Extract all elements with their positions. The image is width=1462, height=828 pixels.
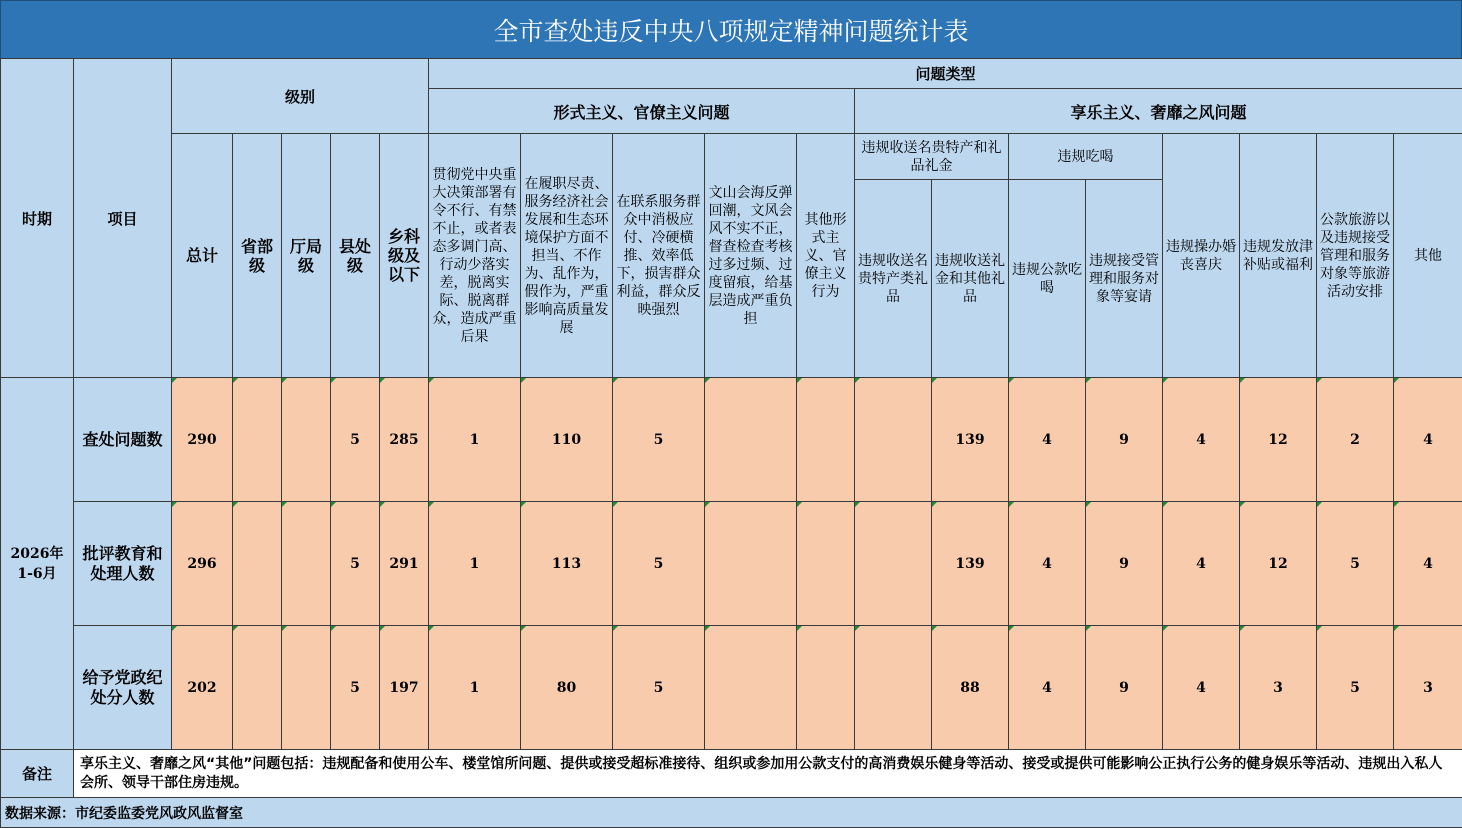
level-total: 总计 <box>172 134 233 378</box>
data-cell <box>233 502 282 626</box>
data-cell: 5 <box>331 502 380 626</box>
header-hedonism: 享乐主义、奢靡之风问题 <box>855 89 1462 134</box>
level-county: 县处级 <box>331 134 380 378</box>
data-cell: 2 <box>1317 378 1394 502</box>
data-cell: 12 <box>1240 502 1317 626</box>
data-cell: 80 <box>521 626 613 750</box>
hedonism-col-allowances: 违规发放津补贴或福利 <box>1240 134 1317 378</box>
formalism-col-2: 在履职尽责、服务经济社会发展和生态环境保护方面不担当、不作为、乱作为，假作为，严重影响高质量发展 <box>521 134 613 378</box>
data-cell: 296 <box>172 502 233 626</box>
note-label: 备注 <box>1 750 74 798</box>
data-cell <box>705 502 797 626</box>
data-cell: 113 <box>521 502 613 626</box>
data-cell <box>705 626 797 750</box>
hedonism-col-weddings: 违规操办婚丧喜庆 <box>1163 134 1240 378</box>
data-cell <box>282 502 331 626</box>
data-cell: 197 <box>380 626 429 750</box>
data-cell: 5 <box>331 626 380 750</box>
data-cell: 88 <box>932 626 1009 750</box>
data-cell: 202 <box>172 626 233 750</box>
data-cell: 4 <box>1009 502 1086 626</box>
data-cell: 110 <box>521 378 613 502</box>
note-text: 享乐主义、奢靡之风“其他”问题包括：违规配备和使用公车、楼堂馆所问题、提供或接受超标准接待、组织或参加用公款支付的高消费娱乐健身等活动、接受或提供可能影响公正执行公务的健身娱乐等活动、违规出入私人会所、领导干部住房违规。 <box>74 750 1462 798</box>
level-provincial: 省部级 <box>233 134 282 378</box>
header-formalism: 形式主义、官僚主义问题 <box>429 89 855 134</box>
formalism-col-5: 其他形式主义、官僚主义行为 <box>797 134 855 378</box>
data-cell: 4 <box>1009 378 1086 502</box>
page-title: 全市查处违反中央八项规定精神问题统计表 <box>0 0 1462 60</box>
data-cell: 1 <box>429 626 521 750</box>
data-cell: 5 <box>331 378 380 502</box>
data-cell: 9 <box>1086 378 1163 502</box>
header-item: 项目 <box>74 59 172 378</box>
header-level: 级别 <box>172 59 429 134</box>
data-cell <box>233 378 282 502</box>
gifts-col-specialty: 违规收送名贵特产类礼品 <box>855 180 932 378</box>
data-cell: 12 <box>1240 378 1317 502</box>
data-cell: 1 <box>429 502 521 626</box>
row-item-label: 给予党政纪处分人数 <box>74 626 172 750</box>
data-cell: 5 <box>1317 502 1394 626</box>
data-cell: 4 <box>1163 626 1240 750</box>
data-cell <box>855 502 932 626</box>
data-cell: 1 <box>429 378 521 502</box>
hedonism-col-other: 其他 <box>1394 134 1462 378</box>
data-cell <box>797 626 855 750</box>
data-cell: 290 <box>172 378 233 502</box>
data-cell <box>797 502 855 626</box>
statistics-table <box>0 58 1462 828</box>
gifts-col-money: 违规收送礼金和其他礼品 <box>932 180 1009 378</box>
data-cell <box>705 378 797 502</box>
gifts-group-header: 违规收送名贵特产和礼品礼金 <box>855 134 1009 180</box>
data-cell: 9 <box>1086 626 1163 750</box>
data-cell: 285 <box>380 378 429 502</box>
period-cell: 2026年1-6月 <box>1 378 74 750</box>
data-cell: 139 <box>932 378 1009 502</box>
header-problem-type: 问题类型 <box>429 59 1462 89</box>
data-cell <box>855 378 932 502</box>
data-cell: 5 <box>613 626 705 750</box>
formalism-col-3: 在联系服务群众中消极应付、冷硬横推、效率低下，损害群众利益，群众反映强烈 <box>613 134 705 378</box>
data-cell: 4 <box>1009 626 1086 750</box>
data-cell: 5 <box>613 378 705 502</box>
data-cell: 4 <box>1394 502 1462 626</box>
dining-col-banquet: 违规接受管理和服务对象等宴请 <box>1086 180 1163 378</box>
data-cell <box>855 626 932 750</box>
data-cell <box>282 626 331 750</box>
level-township: 乡科级及以下 <box>380 134 429 378</box>
data-cell: 4 <box>1394 378 1462 502</box>
header-period: 时期 <box>1 59 74 378</box>
level-bureau: 厅局级 <box>282 134 331 378</box>
data-cell: 139 <box>932 502 1009 626</box>
data-source: 数据来源：市纪委监委党风政风监督室 <box>1 798 1462 828</box>
row-item-label: 批评教育和处理人数 <box>74 502 172 626</box>
data-cell: 5 <box>1317 626 1394 750</box>
data-cell <box>233 626 282 750</box>
data-cell: 291 <box>380 502 429 626</box>
data-cell: 3 <box>1240 626 1317 750</box>
data-cell: 5 <box>613 502 705 626</box>
row-item-label: 查处问题数 <box>74 378 172 502</box>
data-cell <box>282 378 331 502</box>
formalism-col-4: 文山会海反弹回潮，文风会风不实不正，督查检查考核过多过频、过度留痕，给基层造成严重负担 <box>705 134 797 378</box>
data-cell: 4 <box>1163 502 1240 626</box>
formalism-col-1: 贯彻党中央重大决策部署有令不行、有禁不止，或者表态多调门高、行动少落实差，脱离实际、脱离群众，造成严重后果 <box>429 134 521 378</box>
data-cell: 9 <box>1086 502 1163 626</box>
dining-group-header: 违规吃喝 <box>1009 134 1163 180</box>
data-cell <box>797 378 855 502</box>
data-cell: 4 <box>1163 378 1240 502</box>
hedonism-col-travel: 公款旅游以及违规接受管理和服务对象等旅游活动安排 <box>1317 134 1394 378</box>
dining-col-public: 违规公款吃喝 <box>1009 180 1086 378</box>
data-cell: 3 <box>1394 626 1462 750</box>
